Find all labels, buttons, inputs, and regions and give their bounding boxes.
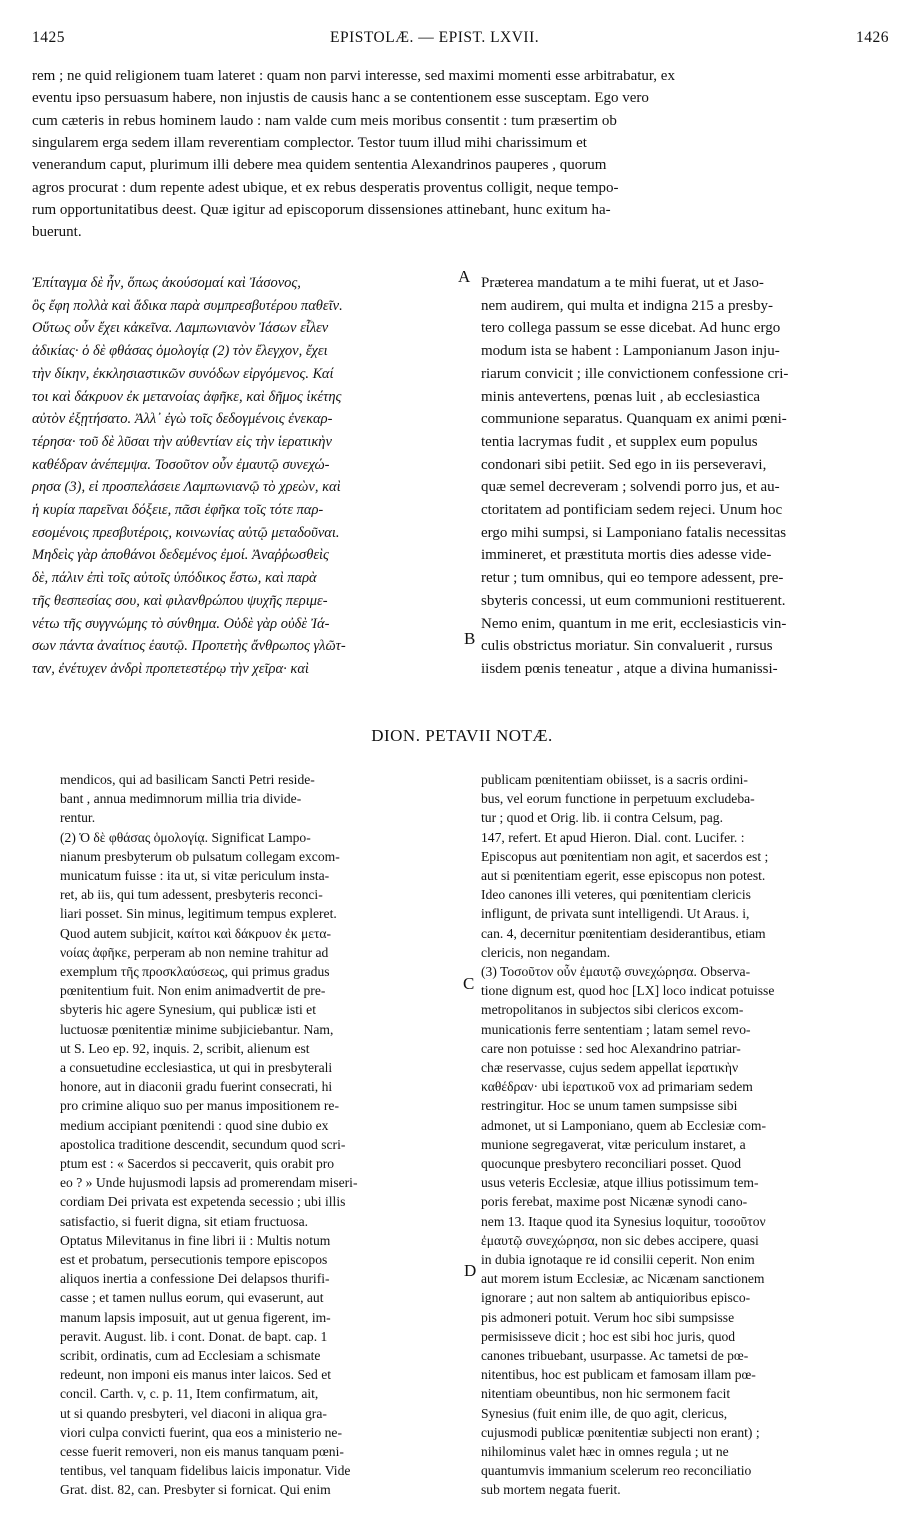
- text-line: αὐτὸν ἐξῃτήσατο. Ἀλλ᾽ ἐγὼ τοῖς δεδογμένοις ἐνεκαρ-: [32, 411, 333, 428]
- text-line: Nemo enim, quantum in me erit, ecclesiasticis vin-: [481, 615, 787, 632]
- text-line: 147, refert. Et apud Hieron. Dial. cont. Lucifer. :: [481, 829, 745, 845]
- text-line: metropolitanos in subjectos sibi clericos excom-: [481, 1002, 744, 1018]
- margin-letter-b: B: [464, 629, 476, 648]
- text-line: casse ; et tamen nullus eorum, qui evaserunt, aut: [60, 1290, 324, 1306]
- text-line: quocunque presbytero reconciliari posset. Quod: [481, 1156, 742, 1171]
- text-line: Optatus Milevitanus in fine libri ii : Multis notum: [60, 1232, 331, 1248]
- text-line: mendicos, qui ad basilicam Sancti Petri reside-: [60, 772, 315, 787]
- text-line: Præterea mandatum a te mihi fuerat, ut et Jaso-: [481, 275, 764, 291]
- text-line: bant , annua medimnorum millia tria divide-: [60, 791, 302, 807]
- text-line: peravit. August. lib. i cont. Donat. de bapt. cap. 1: [60, 1328, 328, 1344]
- text-line: iisdem pœnis teneatur , atque a divina humanissi-: [481, 660, 778, 677]
- text-line: medium accipiant pœnitendi : quod sine dubio ex: [60, 1117, 329, 1133]
- text-line: εσομένοις πρεσβυτέροις, κοινωνίας αὐτῷ μεταδοῦναι.: [32, 524, 340, 541]
- text-line: ἀδικίας· ὁ δὲ φθάσας ὁμολογίᾳ (2) τὸν ἔλεγχον, ἔχει: [32, 343, 328, 360]
- text-line: καθέδραν ἀνέπεμψα. Τοσοῦτον οὖν ἐμαυτῷ συνεχώ-: [32, 456, 330, 473]
- text-line: ταν, ἐνέτυχεν ἀνδρὶ προπετεστέρῳ τὴν χεῖρα· καὶ: [32, 660, 309, 677]
- text-line: sbyteris hic agere Synesium, qui publicæ isti et: [60, 1002, 316, 1018]
- text-line: condonari sibi petiit. Sed ego in iis perseveravi,: [481, 456, 767, 473]
- text-line: care non potuisse : sed hoc Alexandrino patriar-: [481, 1040, 741, 1056]
- text-line: δὲ, πάλιν ἐπὶ τοῖς αὐτοῖς ὑπόδικος ἔστω, καὶ παρὰ: [32, 570, 317, 587]
- text-line: τοι καὶ δάκρυον ἐκ μετανοίας ἀφῆκε, καὶ δῆμος ἱκέτης: [32, 388, 342, 405]
- text-line: immineret, et præstituta mortis dies adesse vide-: [481, 547, 772, 564]
- margin-letter-d: D: [464, 1261, 477, 1280]
- text-line: publicam pœnitentiam obiisset, is a sacris ordini-: [481, 772, 748, 787]
- text-line: municationis ferre sententiam ; latam semel revo-: [481, 1021, 751, 1037]
- text-line: a consuetudine ecclesiastica, ut qui in presbyterali: [60, 1060, 333, 1075]
- text-line: aut morem istum Ecclesiæ, ac Nicænam sanctionem: [481, 1271, 765, 1287]
- text-line: cum cæteris in rebus hominem laudo : nam valde cum meis moribus consentit : tum præsertim ob: [32, 112, 617, 129]
- text-line: ergo mihi sumpsi, si Lamponiano fatalis necessitas: [481, 524, 787, 541]
- text-line: cujusmodi publicæ pœnitentiæ subjecti non erant) ;: [481, 1424, 760, 1440]
- text-line: νοίας ἀφῆκε, perperam ab non nemine trahitur ad: [60, 944, 329, 960]
- text-line: exemplum τῆς προσκλαύσεως, qui primus gradus: [60, 964, 330, 979]
- text-line: clericis, non negandam.: [481, 944, 611, 960]
- text-line: singularem erga sedem illam reverentiam complector. Testor tuum illud mihi charissimum et: [32, 134, 587, 151]
- text-line: Episcopus aut pœnitentiam non agit, et sacerdos est ;: [481, 848, 769, 864]
- text-line: sbyteris concessi, ut eum communioni restituerent.: [481, 592, 786, 609]
- text-line: manum lapsis imposuit, aut ut genua figerent, im-: [60, 1309, 331, 1325]
- text-line: can. 4, decernitur pœnitentiam desiderantibus, etiam: [481, 925, 766, 941]
- text-line: ptum est : « Sacerdos si peccaverit, quis orabit pro: [60, 1156, 335, 1171]
- text-line: Ἐπίταγμα δὲ ἦν, ὅπως ἀκούσομαί καὶ Ἰάσονος,: [32, 275, 301, 291]
- text-line: communione separatus. Quanquam ex animi pœni-: [481, 411, 787, 428]
- text-line: tentibus, vel tanquam fidelibus laicis imponatur. Vide: [60, 1463, 351, 1479]
- text-line: munione segregaverat, vitæ periculum instaret, a: [481, 1136, 746, 1152]
- text-line: ret, ab iis, qui tum adessent, presbyteris reconci-: [60, 887, 323, 903]
- text-line: νέτω τῆς συγγνώμης τὸ σύνθημα. Οὐδὲ γὰρ οὐδὲ Ἰά-: [32, 615, 330, 632]
- text-line: rentur.: [60, 810, 96, 826]
- text-line: ignorare ; aut non saltem ab antiquioribus episco-: [481, 1290, 751, 1306]
- text-line: chæ reservasse, cujus sedem appellat ἱερατικὴν: [481, 1060, 739, 1075]
- text-line: τέρησα· τοῦ δὲ λῦσαι τὴν αὐθεντίαν εἰς τὴν ἱερατικὴν: [32, 433, 332, 450]
- text-line: ἐμαυτῷ συνεχώρησα, non sic debes accipere, quasi: [481, 1232, 759, 1248]
- text-line: municatum fuisse : ita ut, si vitæ periculum insta-: [60, 868, 330, 883]
- text-line: riarum convicit ; ille convictionem confessione cri-: [481, 365, 789, 382]
- text-line: cordiam Dei privata est expetenda secessio ; ubi illis: [60, 1194, 346, 1210]
- text-line: redeunt, non imponi eis manus inter laicos. Sed et: [60, 1367, 332, 1383]
- text-line: pœnitentium fuit. Non enim animadvertit de pre-: [60, 983, 326, 999]
- text-line: viori culpa convicti fuerint, qua eos a ministerio ne-: [60, 1424, 342, 1440]
- text-line: quæ semel decreveram ; solvendi porro jus, et au-: [481, 479, 780, 496]
- text-line: aliquos inertia a confessione Dei delapsos thurifi-: [60, 1271, 330, 1287]
- text-line: quantumvis immanium scelerum reo reconciliatio: [481, 1463, 752, 1479]
- text-line: permisisseve dicit ; hoc est sibi hoc juris, quod: [481, 1328, 736, 1344]
- margin-letter-a: A: [458, 267, 471, 286]
- page-number-left: 1425: [32, 29, 65, 46]
- text-line: poris ferebat, maxime post Nicænæ synodi cano-: [481, 1194, 748, 1210]
- text-line: nem 13. Itaque quod ita Synesius loquitur, τοσοῦτον: [481, 1213, 766, 1229]
- text-line: liari posset. Sin minus, legitimum tempus expleret.: [60, 906, 337, 922]
- text-line: scribit, ordinatis, cum ad Ecclesiam a schismate: [60, 1348, 321, 1363]
- text-line: tero collega passum se esse dicebat. Ad hunc ergo: [481, 320, 781, 337]
- page-number-right: 1426: [856, 29, 889, 46]
- text-line: καθέδραν· ubi ἱερατικοῦ vox ad primariam sedem: [481, 1079, 753, 1095]
- text-line: ut S. Leo ep. 92, inquis. 2, scribit, alienum est: [60, 1040, 310, 1056]
- text-line: Quod autem subjicit, καίτοι καὶ δάκρυον ἐκ μετα-: [60, 925, 332, 941]
- text-line: in dubia ignotaque re id consilii ceperit. Non enim: [481, 1252, 755, 1267]
- text-line: eo ? » Unde hujusmodi lapsis ad promerendam miseri-: [60, 1175, 358, 1191]
- text-line: τὴν δίκην, ἐκκλησιαστικῶν συνόδων εἰργόμενος. Καί: [32, 365, 334, 382]
- text-line: (3) Τοσοῦτον οὖν ἐμαυτῷ συνεχώρησα. Observa-: [481, 964, 751, 979]
- text-line: nem audirem, qui multa et indigna 215 a presby-: [481, 297, 774, 314]
- text-line: honore, aut in diaconii gradu fuerint consecrati, hi: [60, 1079, 333, 1095]
- text-line: bus, vel eorum functione in perpetuum excludeba-: [481, 791, 755, 807]
- text-line: tentia lacrymas fudit , et supplex eum populus: [481, 433, 758, 450]
- text-line: pro crimine aliquo suo per manus impositionem re-: [60, 1098, 339, 1114]
- text-line: tur ; quod et Orig. lib. ii contra Celsum, pag.: [481, 810, 724, 826]
- text-line: pis admoneri potuit. Verum hoc sibi sumpsisse: [481, 1309, 735, 1325]
- text-line: venerandum caput, plurimum illi debere mea quidem sententia Alexandrinos pauperes , quorum: [32, 157, 607, 174]
- text-line: Grat. dist. 82, can. Presbyter si fornicat. Qui enim: [60, 1482, 331, 1498]
- text-line: est et probatum, persecutionis tempore episcopos: [60, 1252, 328, 1267]
- text-line: retur ; tum omnibus, qui eo tempore adessent, pre-: [481, 570, 784, 587]
- text-line: ρησα (3), εἰ προσπελάσειε Λαμπωνιανῷ τὸ χρεὼν, καὶ: [32, 479, 341, 496]
- text-line: Synesius (fuit enim ille, de quo agit, clericus,: [481, 1405, 728, 1421]
- text-line: ctoritatem ad pontificiam sedem rejeci. Unum hoc: [481, 502, 783, 518]
- text-line: nitentibus, hoc est publicam et famosam illam pœ-: [481, 1367, 756, 1383]
- text-line: restringitur. Hoc se unum tamen sumpsisse sibi: [481, 1098, 738, 1114]
- text-line: tione dignum est, quod hoc [LX] loco indicat potuisse: [481, 983, 775, 999]
- text-line: nianum presbyterum ob pulsatum collegam excom-: [60, 848, 340, 864]
- text-line: cesse fuerit removeri, non eis manus tanquam pœni-: [60, 1444, 344, 1459]
- text-line: nihilominus valet hæc in omnes regula ; ut ne: [481, 1444, 729, 1459]
- page-header-title: EPISTOLÆ. — EPIST. LXVII.: [330, 29, 540, 46]
- text-line: modum ista se habent : Lamponianum Jason inju-: [481, 343, 780, 360]
- text-line: ut si quando presbyteri, vel diaconi in aliqua gra-: [60, 1405, 327, 1421]
- text-line: Οὕτως οὖν ἔχει κἀκεῖνα. Λαμπωνιανὸν Ἰάσων εἶλεν: [32, 320, 329, 337]
- text-line: infligunt, de privata sunt intelligendi. Ut Araus. i,: [481, 906, 750, 922]
- text-line: luctuosæ pœnitentiæ minime subjiciebantur. Nam,: [60, 1021, 334, 1037]
- text-line: rum opportunitatibus deest. Quæ igitur ad episcoporum dissensiones attinebant, hunc exitum ha-: [32, 201, 611, 218]
- notes-title: DION. PETAVII NOTÆ.: [371, 726, 553, 745]
- text-line: nitentiam obeuntibus, non hic sermonem facit: [481, 1386, 731, 1402]
- text-line: buerunt.: [32, 224, 82, 241]
- text-line: eventu ipso persuasum habere, non injustis de causis hanc a se contentionem esse susceptam. Ego vero: [32, 90, 649, 107]
- text-line: τῆς θεσπεσίας σου, καὶ φιλανθρώπου ψυχῆς περιμε-: [32, 592, 328, 609]
- text-line: ἡ κυρία παρεῖναι δόξειε, πᾶσι ἐφῆκα τοῖς τότε παρ-: [32, 502, 324, 518]
- text-line: apostolica traditione descendit, secundum quod scri-: [60, 1136, 346, 1152]
- text-line: culis obstrictus moriatur. Sin convaluerit , rursus: [481, 638, 773, 655]
- text-line: σων πάντα ἀναίτιος ἑαυτῷ. Προπετὴς ἄνθρωπος γλῶτ-: [32, 638, 346, 655]
- text-line: satisfactio, si fuerit digna, sit etiam fructuosa.: [60, 1213, 309, 1229]
- text-line: aut si pœnitentiam egerit, esse episcopus non potest.: [481, 868, 766, 883]
- text-line: (2) Ὁ δὲ φθάσας ὁμολογίᾳ. Significat Lampo-: [60, 829, 311, 845]
- text-line: usus veteris Ecclesiæ, atque illius potissimum tem-: [481, 1175, 759, 1191]
- text-line: canones tribuebant, usurpasse. Ac tametsi de pœ-: [481, 1348, 749, 1363]
- text-line: minis antevertens, pœnas luit , ab ecclesiastica: [481, 388, 761, 405]
- text-line: agros procurat : dum repente adest ubique, et ex rebus desperatis proventus colligit, neque tempo-: [32, 179, 619, 196]
- text-line: ὃς ἔφη πολλὰ καὶ ἄδικα παρὰ συμπρεσβυτέρου παθεῖν.: [32, 297, 343, 314]
- text-line: admonet, ut si Lamponiano, quem ab Ecclesiæ com-: [481, 1117, 767, 1133]
- text-line: Μηδεὶς γὰρ ἀποθάνοι δεδεμένος ἐμοί. Ἀναῤῥωσθεὶς: [32, 547, 329, 564]
- text-line: concil. Carth. v, c. p. 11, Item confirmatum, ait,: [60, 1386, 319, 1402]
- text-line: sub mortem negata fuerit.: [481, 1482, 621, 1498]
- text-line: rem ; ne quid religionem tuam lateret : quam non parvi interesse, sed maximi momenti esse arbitrabatur, ex: [32, 68, 675, 84]
- margin-letter-c: C: [463, 974, 475, 993]
- text-line: Ideo canones illi veteres, qui pœnitentiam clericis: [481, 887, 751, 903]
